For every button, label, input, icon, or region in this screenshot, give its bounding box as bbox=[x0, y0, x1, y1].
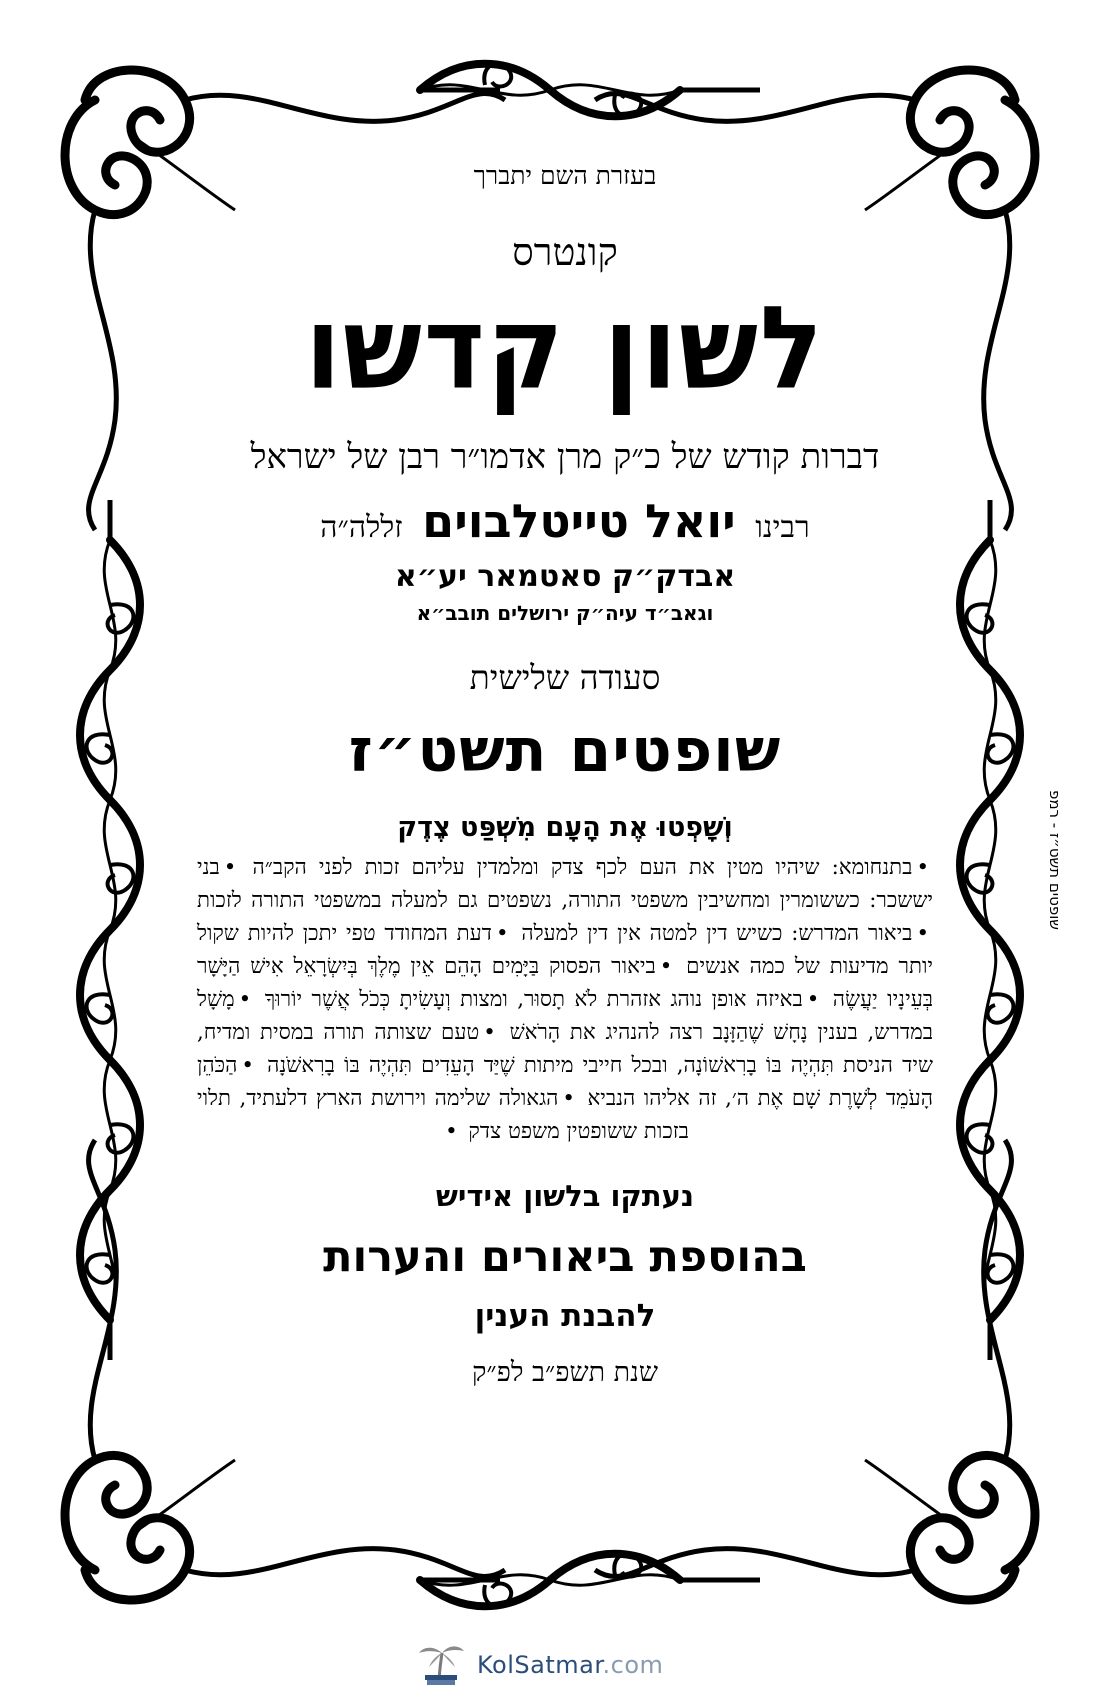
summary-item: טעם שצותה תורה במסית ומדיח, שיד הניסת תִּהְיֶה בּוֹ בָרִאשׁוֹנָה, ובכל חייבי מיתות שֶׁיַּד הָעֵדִים תִּהְיֶה בּוֹ בָרִאשֹׁנָה bbox=[197, 1020, 933, 1079]
av-beit-din-line: אבדק״ק סאטמאר יע״א bbox=[394, 558, 736, 594]
verse-line: וְשָׁפְטוּ אֶת הָעָם מִשְׁפַּט צֶדֶק bbox=[397, 812, 733, 844]
summary-item: ביאור הפסוק בַּיָּמִים הָהֵם אֵין מֶלֶךְ בְּיִשְׂרָאֵל אִישׁ הַיָּשָׁר בְּעֵינָיו יַעֲשֶׂה bbox=[197, 954, 934, 1013]
rebbe-prefix: רבינו bbox=[755, 509, 810, 545]
side-credit: שופטים תשט״ז - רמפ bbox=[1046, 790, 1064, 930]
summary-item: מָשָׁל במדרש, בענין נָחָשׁ שֶׁהַזָּנָב רצה להנהיג את הָרֹאשׁ bbox=[197, 987, 933, 1046]
bullet-icon: • bbox=[495, 921, 509, 947]
bullet-icon: • bbox=[238, 987, 252, 1013]
summary-item: באיזה אופן נוהג אזהרת לֹא תָסוּר, ומצות וְעָשִׂיתָ כְּכֹל אֲשֶׁר יוֹרוּךָ bbox=[264, 987, 803, 1013]
summary-item: בני יששכר: כששומרין ומחשיבין משפטי התורה, נשפטים גם למעלה במשפטי התורה לזכות bbox=[197, 855, 933, 914]
additions-line: בהוספת ביאורים והערות bbox=[323, 1232, 807, 1283]
rebbe-name: יואל טייטלבוים bbox=[422, 493, 736, 548]
bullet-icon: • bbox=[806, 987, 820, 1013]
summary-item: בתנחומא: שיהיו מטין את העם לכף צדק ומלמדין עליהם זכות לפני הקב״ה bbox=[252, 855, 913, 881]
book-title: לשון קדשו bbox=[305, 281, 825, 416]
kuntres-label: קונטרס bbox=[512, 229, 618, 274]
bullet-icon: • bbox=[562, 1086, 575, 1112]
seudah-label: סעודה שלישית bbox=[469, 658, 661, 698]
summary-item: ביאור המדרש: כשיש דין למטה אין דין למעלה bbox=[521, 921, 913, 947]
words-of-line: דברות קודש של כ״ק מרן אדמו״ר רבן של ישראל bbox=[250, 436, 880, 477]
bullet-icon: • bbox=[241, 1053, 254, 1079]
bullet-icon: • bbox=[223, 855, 237, 881]
rebbe-name-line bbox=[195, 495, 935, 548]
parsha-title: שופטים תשט״ז bbox=[348, 716, 782, 787]
summary-paragraph bbox=[195, 851, 935, 1148]
logo-brand: KolSatmar bbox=[477, 1651, 603, 1679]
understanding-line: להבנת הענין bbox=[474, 1297, 656, 1334]
translated-line: נעתקו בלשון אידיש bbox=[435, 1179, 695, 1214]
bullet-icon: • bbox=[445, 1119, 458, 1145]
kolsatmar-logo[interactable] bbox=[415, 1640, 695, 1690]
rebbe-suffix: זללה״ה bbox=[320, 509, 403, 545]
year-line: שנת תשפ״ב לפ״ק bbox=[471, 1356, 658, 1388]
gaavad-line: וגאב״ד עיה״ק ירושלים תובב״א bbox=[416, 601, 714, 626]
summary-item: הַכֹּהֵן הָעֹמֵד לְשָׁרֶת שָׁם אֶת ה׳, זה אליהו הנביא bbox=[197, 1053, 933, 1112]
bullet-icon: • bbox=[483, 1020, 496, 1046]
bullet-icon: • bbox=[916, 921, 929, 947]
title-page bbox=[195, 140, 935, 1530]
summary-item: הגאולה שלימה וירושת הארץ דלעתיד, תלוי בזכות ששופטין משפט צדק bbox=[197, 1086, 689, 1145]
bullet-icon: • bbox=[916, 855, 929, 881]
blessing-line: בעזרת השם יתברך bbox=[473, 161, 657, 190]
summary-item: דעת המחודד טפי יתכן להיות שקול יותר מדיעות של כמה אנשים bbox=[197, 921, 934, 980]
bullet-icon: • bbox=[659, 954, 673, 980]
palm-tree-books-icon bbox=[415, 1641, 467, 1689]
logo-domain: .com bbox=[602, 1651, 664, 1679]
